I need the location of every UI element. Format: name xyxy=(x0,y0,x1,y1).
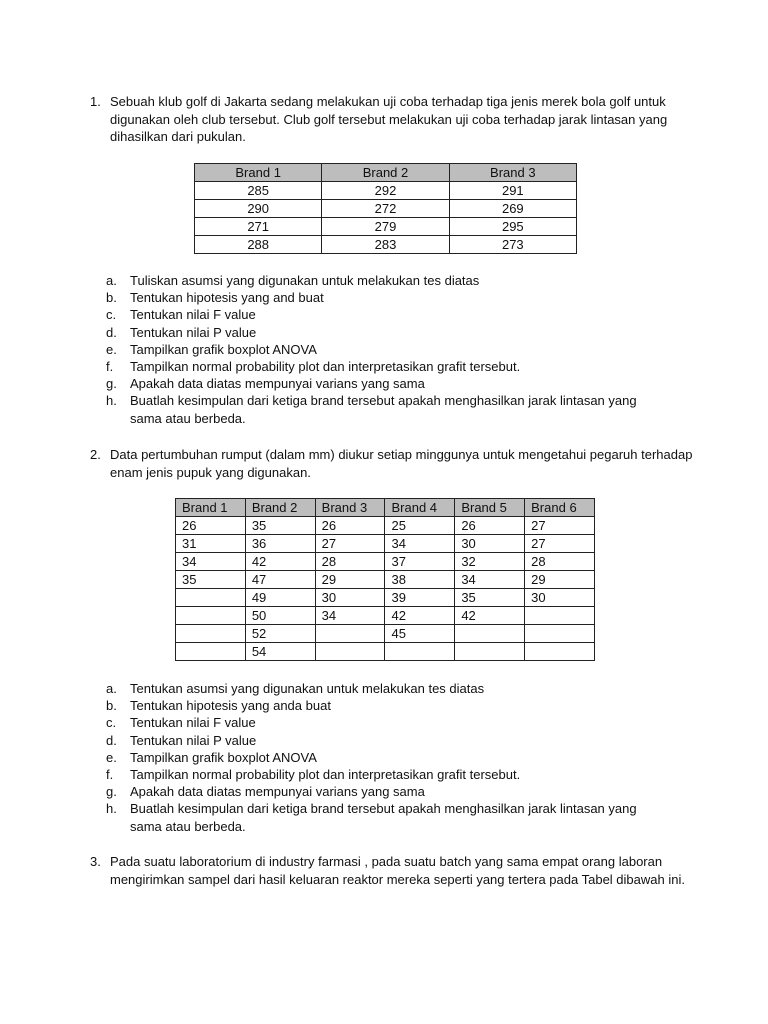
table-cell: 273 xyxy=(449,236,576,254)
table-cell: 35 xyxy=(245,517,315,535)
table-cell: 25 xyxy=(385,517,455,535)
table-cell: 283 xyxy=(322,236,449,254)
list-item-text: Tentukan hipotesis yang and buat xyxy=(130,290,324,306)
table-cell xyxy=(385,643,455,661)
question-number: 1. xyxy=(90,94,101,109)
table-cell xyxy=(176,625,246,643)
list-item xyxy=(106,341,666,358)
list-item-letter: e. xyxy=(106,749,117,765)
list-item xyxy=(106,375,666,392)
column-header: Brand 5 xyxy=(455,499,525,517)
table-cell: 47 xyxy=(245,571,315,589)
list-item-text: Tentukan nilai P value xyxy=(130,732,257,748)
list-item-text: Tampilkan normal probability plot dan interpretasikan grafit tersebut. xyxy=(130,359,521,375)
list-item xyxy=(106,800,666,834)
table-row xyxy=(176,553,595,571)
table-cell: 27 xyxy=(525,535,595,553)
table-cell xyxy=(315,643,385,661)
table-cell: 271 xyxy=(195,218,322,236)
list-item xyxy=(106,714,666,731)
table-cell: 29 xyxy=(315,571,385,589)
table-cell xyxy=(176,589,246,607)
list-item xyxy=(106,749,666,766)
list-item-text: Tentukan asumsi yang digunakan untuk melakukan tes diatas xyxy=(130,681,485,696)
list-item-letter: g. xyxy=(106,784,117,800)
list-item xyxy=(106,272,666,289)
table-cell: 28 xyxy=(525,553,595,571)
table-cell: 290 xyxy=(195,200,322,218)
list-item-letter: h. xyxy=(106,801,117,817)
question-text: Sebuah klub golf di Jakarta sedang melakukan uji coba terhadap tiga jenis merek bola golf untuk digunakan oleh club tersebut. Club golf tersebut melakukan uji coba terhadap jarak lintasan yang dihasilkan dari pukulan. xyxy=(110,94,668,144)
table-cell: 42 xyxy=(245,553,315,571)
list-item-text: Tentukan hipotesis yang anda buat xyxy=(130,698,331,714)
list-item-text: Apakah data diatas mempunyai varians yang sama xyxy=(130,376,425,392)
table-row xyxy=(176,589,595,607)
table-cell: 54 xyxy=(245,643,315,661)
list-item-text: Apakah data diatas mempunyai varians yang sama xyxy=(130,784,425,800)
list-item-letter: a. xyxy=(106,273,117,288)
table-cell: 52 xyxy=(245,625,315,643)
column-header: Brand 3 xyxy=(315,499,385,517)
table-cell: 34 xyxy=(315,607,385,625)
table-cell: 295 xyxy=(449,218,576,236)
question-1-subquestions xyxy=(106,272,666,427)
table-cell: 50 xyxy=(245,607,315,625)
table-cell: 30 xyxy=(315,589,385,607)
table-cell: 49 xyxy=(245,589,315,607)
table-cell: 35 xyxy=(176,571,246,589)
list-item xyxy=(106,306,666,323)
table-cell: 34 xyxy=(176,553,246,571)
column-header: Brand 2 xyxy=(322,164,449,182)
list-item-text: Tentukan nilai P value xyxy=(130,324,257,340)
table-row xyxy=(176,535,595,553)
list-item-letter: d. xyxy=(106,324,117,340)
table-cell xyxy=(176,607,246,625)
table-row xyxy=(195,236,577,254)
list-item-letter: g. xyxy=(106,376,117,392)
list-item-text: Buatlah kesimpulan dari ketiga brand tersebut apakah menghasilkan jarak lintasan yang sama atau berbeda. xyxy=(130,801,637,834)
table-cell: 34 xyxy=(455,571,525,589)
list-item xyxy=(106,392,666,426)
table-cell xyxy=(455,625,525,643)
list-item xyxy=(106,697,666,714)
list-item-text: Buatlah kesimpulan dari ketiga brand tersebut apakah menghasilkan jarak lintasan yang sama atau berbeda. xyxy=(130,393,637,426)
table-cell: 29 xyxy=(525,571,595,589)
table-cell: 27 xyxy=(525,517,595,535)
list-item xyxy=(106,680,666,697)
table-row xyxy=(195,182,577,200)
table-cell: 285 xyxy=(195,182,322,200)
list-item xyxy=(106,324,666,341)
table-cell: 292 xyxy=(322,182,449,200)
table-cell xyxy=(525,643,595,661)
table-cell: 42 xyxy=(455,607,525,625)
list-item-text: Tuliskan asumsi yang digunakan untuk melakukan tes diatas xyxy=(130,273,480,288)
table-cell: 27 xyxy=(315,535,385,553)
list-item-letter: c. xyxy=(106,307,117,323)
table-cell: 288 xyxy=(195,236,322,254)
table-cell xyxy=(525,607,595,625)
list-item-text: Tampilkan grafik boxplot ANOVA xyxy=(130,341,317,357)
table-cell xyxy=(176,643,246,661)
list-item-letter: e. xyxy=(106,341,117,357)
table-cell xyxy=(455,643,525,661)
table-header-row xyxy=(176,499,595,517)
table-cell: 39 xyxy=(385,589,455,607)
list-item-text: Tentukan nilai F value xyxy=(130,715,256,731)
list-item xyxy=(106,783,666,800)
golf-distance-table xyxy=(194,163,577,254)
table-row xyxy=(176,517,595,535)
table-cell: 42 xyxy=(385,607,455,625)
table-row xyxy=(176,643,595,661)
column-header: Brand 4 xyxy=(385,499,455,517)
table-cell: 28 xyxy=(315,553,385,571)
question-text: Pada suatu laboratorium di industry farmasi , pada suatu batch yang sama empat orang laboran mengirimkan sampel dari hasil keluaran reaktor mereka seperti yang tertera pada Tabel dibawah ini. xyxy=(110,854,685,887)
column-header: Brand 2 xyxy=(245,499,315,517)
table-cell: 45 xyxy=(385,625,455,643)
table-cell: 37 xyxy=(385,553,455,571)
table-cell xyxy=(525,625,595,643)
list-item-letter: a. xyxy=(106,681,117,696)
table-cell: 34 xyxy=(385,535,455,553)
list-item xyxy=(106,358,666,375)
table-cell xyxy=(315,625,385,643)
list-item-letter: h. xyxy=(106,393,117,409)
question-number: 3. xyxy=(90,854,101,869)
list-item-letter: f. xyxy=(106,359,114,375)
table-cell: 32 xyxy=(455,553,525,571)
question-text: Data pertumbuhan rumput (dalam mm) diukur setiap minggunya untuk mengetahui pegaruh terhadap enam jenis pupuk yang digunakan. xyxy=(110,447,693,480)
column-header: Brand 3 xyxy=(449,164,576,182)
list-item-letter: c. xyxy=(106,715,117,731)
table-cell: 272 xyxy=(322,200,449,218)
list-item-letter: b. xyxy=(106,698,117,714)
list-item-text: Tampilkan grafik boxplot ANOVA xyxy=(130,749,317,765)
table-cell: 31 xyxy=(176,535,246,553)
column-header: Brand 1 xyxy=(176,499,246,517)
table-cell: 36 xyxy=(245,535,315,553)
column-header: Brand 1 xyxy=(195,164,322,182)
list-item-letter: b. xyxy=(106,290,117,306)
table-cell: 279 xyxy=(322,218,449,236)
table-cell: 30 xyxy=(455,535,525,553)
table-cell: 30 xyxy=(525,589,595,607)
question-number: 2. xyxy=(90,447,101,462)
table-row xyxy=(176,607,595,625)
list-item xyxy=(106,732,666,749)
list-item xyxy=(106,766,666,783)
table-row xyxy=(195,200,577,218)
list-item xyxy=(106,289,666,306)
table-cell: 38 xyxy=(385,571,455,589)
table-cell: 26 xyxy=(455,517,525,535)
table-cell: 26 xyxy=(315,517,385,535)
column-header: Brand 6 xyxy=(525,499,595,517)
grass-growth-table xyxy=(175,498,595,661)
list-item-text: Tentukan nilai F value xyxy=(130,307,256,323)
list-item-letter: f. xyxy=(106,767,114,783)
table-cell: 269 xyxy=(449,200,576,218)
table-header-row xyxy=(195,164,577,182)
table-cell: 291 xyxy=(449,182,576,200)
list-item-letter: d. xyxy=(106,732,117,748)
table-cell: 35 xyxy=(455,589,525,607)
table-row xyxy=(176,625,595,643)
table-row xyxy=(195,218,577,236)
question-2-subquestions xyxy=(106,680,666,835)
table-cell: 26 xyxy=(176,517,246,535)
table-row xyxy=(176,571,595,589)
list-item-text: Tampilkan normal probability plot dan interpretasikan grafit tersebut. xyxy=(130,767,521,783)
